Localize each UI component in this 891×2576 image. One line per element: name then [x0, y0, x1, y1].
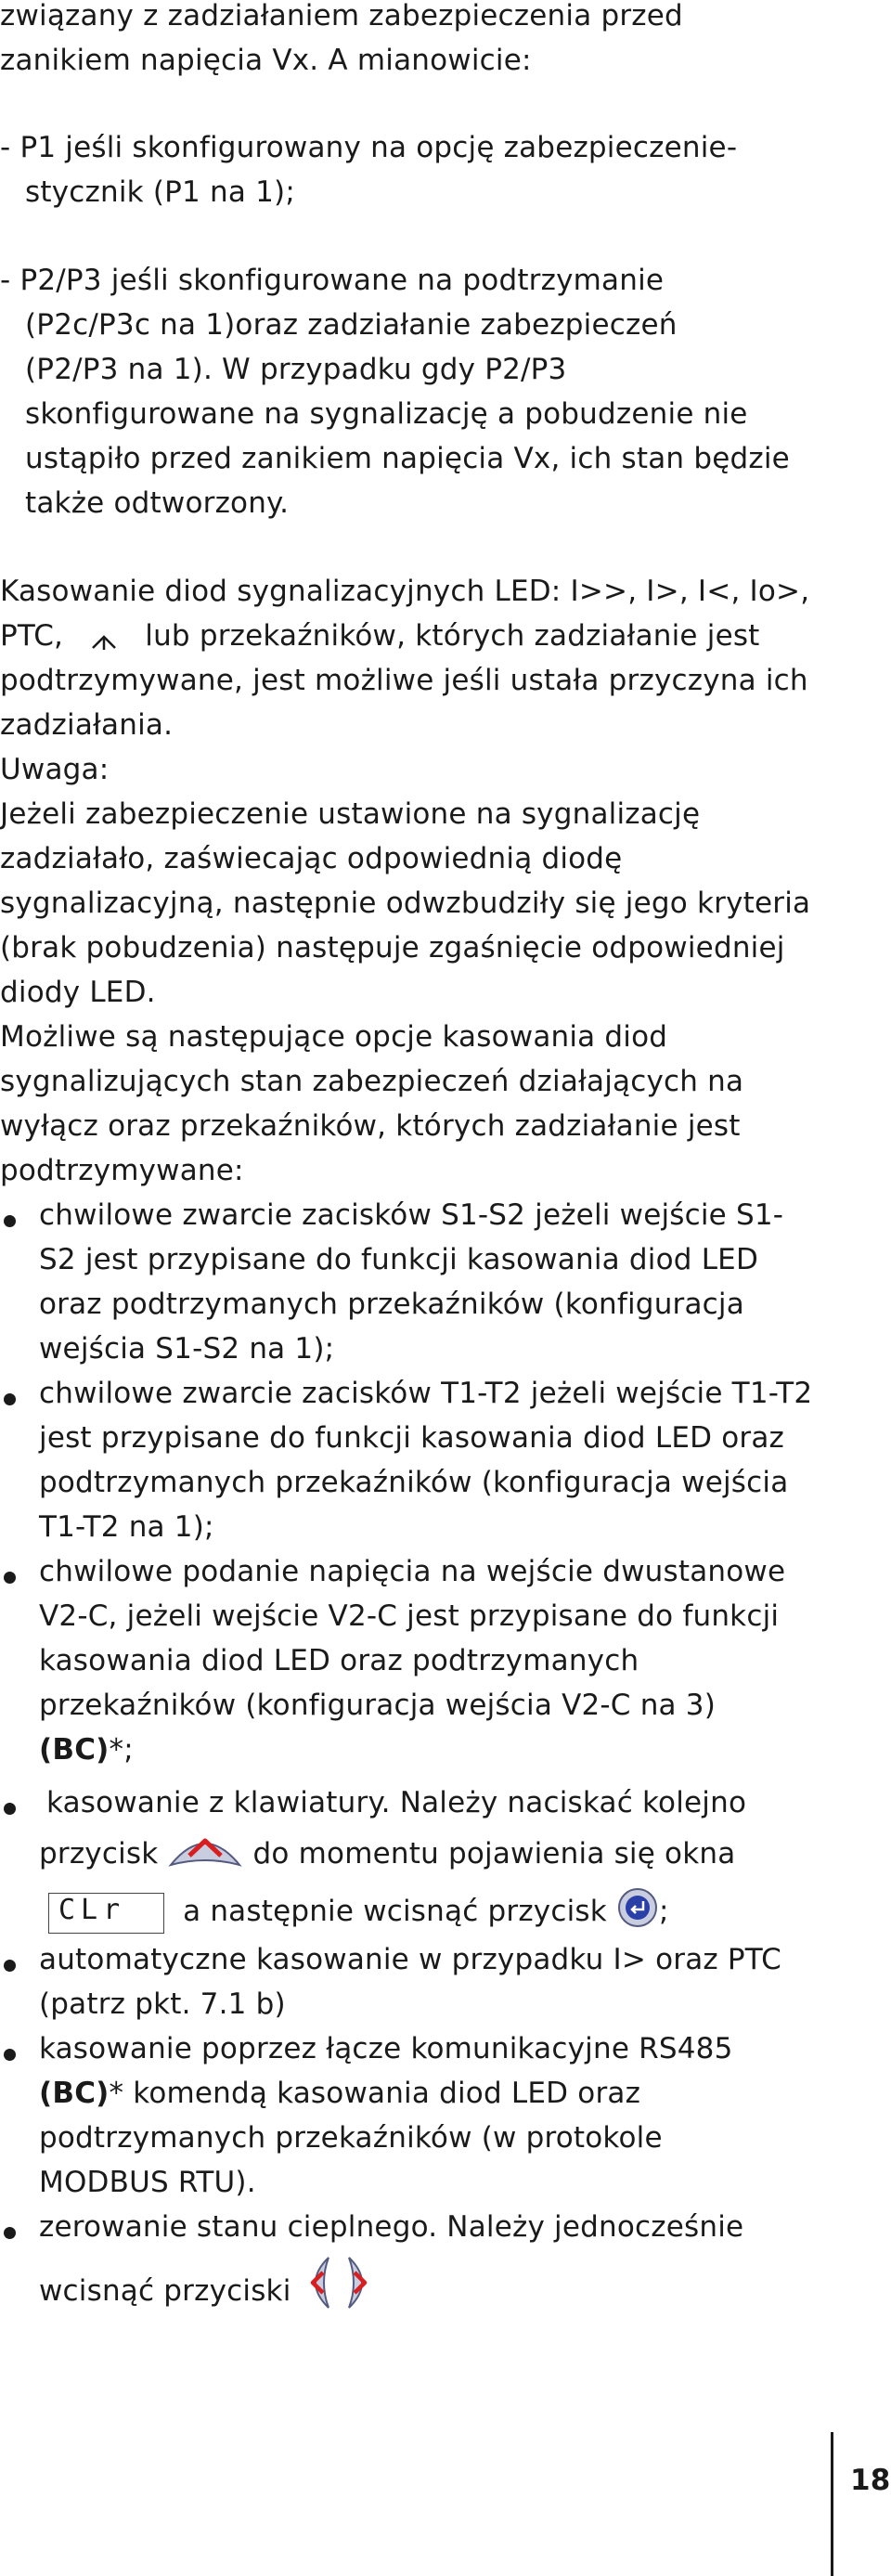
list-item: automatyczne kasowanie w przypadku I> oraz PTC (patrz pkt. 7.1 b) — [0, 1937, 835, 2026]
ptc-trip-icon — [72, 624, 136, 652]
enter-button-icon — [616, 1886, 659, 1929]
reset-paragraph: Kasowanie diod sygnalizacyjnych LED: I>>, I>, I<, Io>, PTC, lub przekaźników, których zadziałanie jest podtrzymywane, jest możliwe jeśli ustała przyczyna ich zadziałania. — [0, 575, 810, 742]
bullet-icon — [4, 1393, 16, 1405]
page-number: 18 — [850, 2464, 891, 2497]
list-item: chwilowe podanie napięcia na wejście dwustanowe V2-C, jeżeli wejście V2-C jest przypisane do funkcji kasowania diod LED oraz podtrzymanych przekaźników (konfiguracja wejścia V2-C na 3) (BC)*; — [0, 1549, 835, 1772]
bullet-icon — [4, 1960, 16, 1972]
bc-marker: (BC) — [39, 2077, 110, 2110]
bc-marker: (BC) — [39, 1733, 110, 1767]
list-item: kasowanie poprzez łącze komunikacyjne RS485 (BC)* komendą kasowania diod LED oraz podtrzymanych przekaźników (w protokole MODBUS RTU). — [0, 2026, 835, 2205]
bullet-icon — [4, 2049, 16, 2061]
note-heading: Uwaga: — [0, 753, 110, 786]
display-window — [48, 1893, 164, 1934]
list-item: chwilowe zwarcie zacisków T1-T2 jeżeli wejście T1-T2 jest przypisane do funkcji kasowania diod LED oraz podtrzymanych przekaźników (konfiguracja wejścia T1-T2 na 1); — [0, 1371, 835, 1549]
dash-item-p1: - P1 jeśli skonfigurowany na opcję zabezpieczenie- stycznik (P1 na 1); — [0, 131, 738, 209]
continuation-text: związany z zadziałaniem zabezpieczenia przed zanikiem napięcia Vx. A mianowicie: — [0, 0, 683, 77]
dash-item-p2-p3: - P2/P3 jeśli skonfigurowane na podtrzymanie (P2c/P3c na 1)oraz zadziałanie zabezpieczeń (P2/P3 na 1). W przypadku gdy P2/P3 skonfigurowane na sygnalizację a pobudzenie nie ustąpiło przed zanikiem napięcia Vx, ich stan będzie także odtworzony. — [0, 264, 790, 520]
list-item: chwilowe zwarcie zacisków S1-S2 jeżeli wejście S1- S2 jest przypisane do funkcji kasowania diod LED oraz podtrzymanych przekaźników (konfiguracja wejścia S1-S2 na 1); — [0, 1193, 835, 1371]
left-arrow-button-icon — [301, 2254, 334, 2311]
display-text: CLr — [58, 1893, 126, 1926]
bullet-icon — [4, 2227, 16, 2239]
up-arrow-button-icon — [167, 1828, 243, 1871]
options-intro: Możliwe są następujące opcje kasowania diod sygnalizujących stan zabezpieczeń działających na wyłącz oraz przekaźników, których zadziałanie jest podtrzymywane: — [0, 1020, 744, 1187]
right-arrow-button-icon — [343, 2254, 377, 2311]
list-item: kasowanie z klawiatury. Należy naciskać kolejno przycisk do momentu pojawienia się okna CLr a następnie wcisnąć przycisk ; — [0, 1780, 835, 1940]
list-item: zerowanie stanu cieplnego. Należy jednocześnie wcisnąć przyciski — [0, 2205, 835, 2324]
bullet-icon — [4, 1572, 16, 1584]
bullet-icon — [4, 1215, 16, 1227]
bullet-icon — [4, 1803, 16, 1815]
page-number-box — [831, 2432, 891, 2576]
note-block: Uwaga: Jeżeli zabezpieczenie ustawione na sygnalizację zadziałało, zaświecając odpowiednią diodę sygnalizacyjną, następnie odwzbudziły się jego kryteria (brak pobudzenia) następuje zgaśnięcie odpowiedniej diody LED. — [0, 747, 835, 1015]
